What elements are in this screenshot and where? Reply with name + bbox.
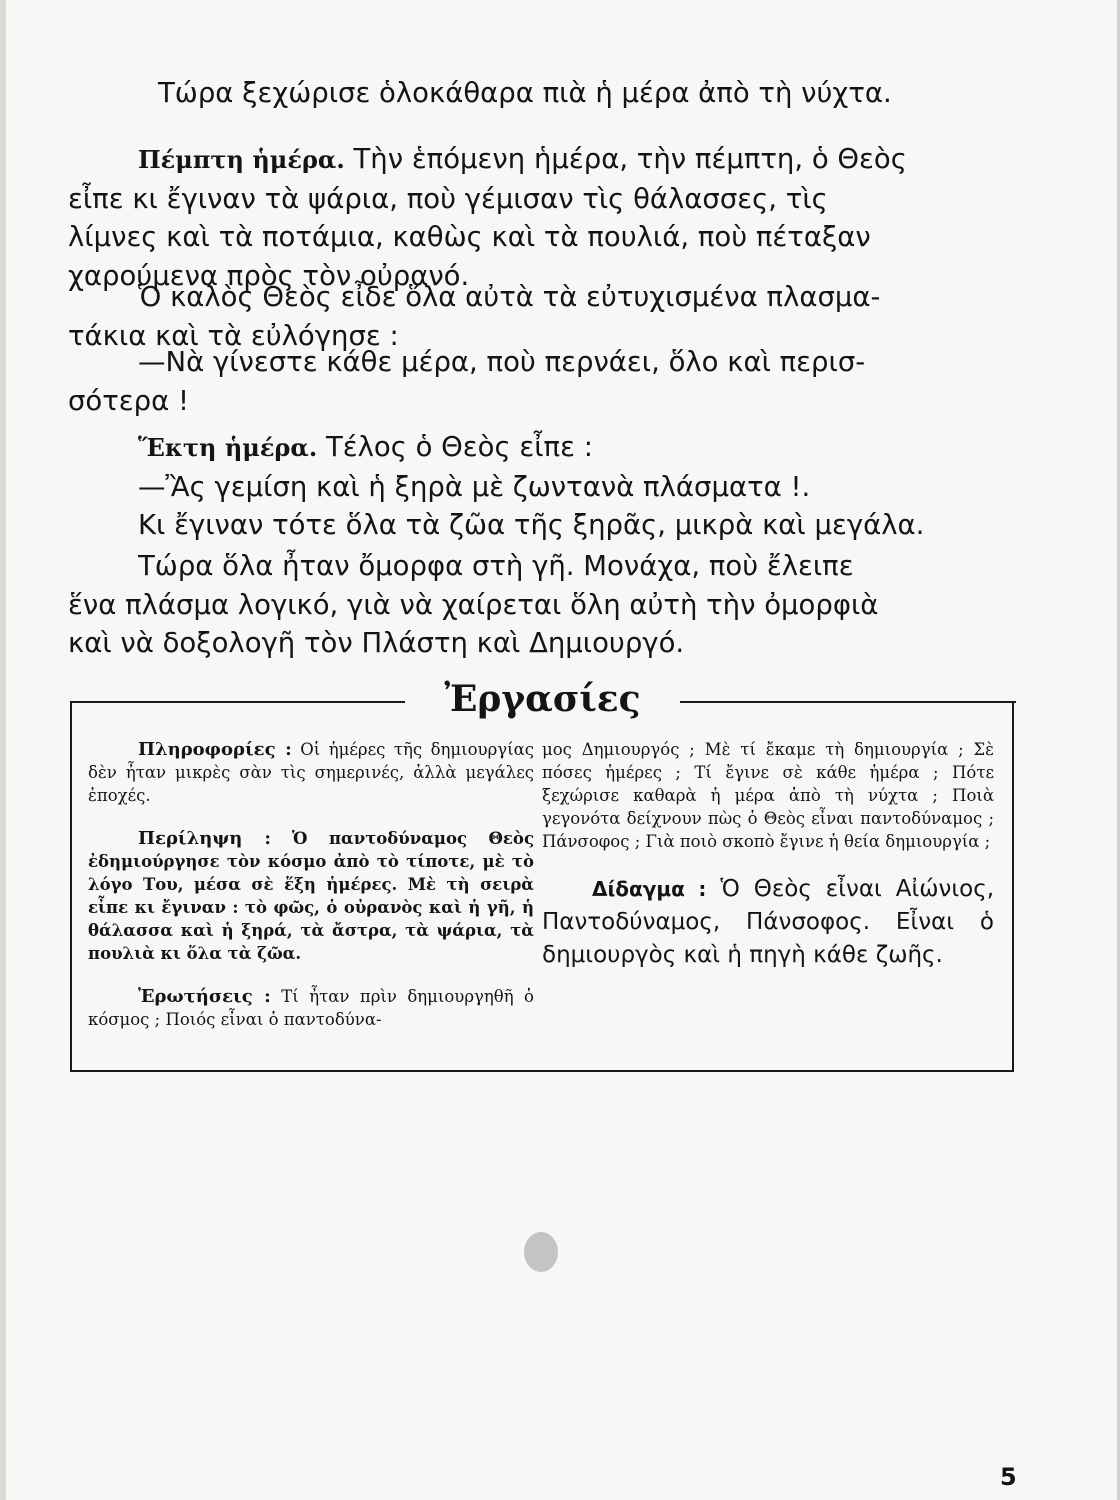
info-label: Πληροφορίες : bbox=[138, 739, 292, 760]
page-number: 5 bbox=[1000, 1463, 1017, 1491]
exercises-heading: Ἐργασίες bbox=[444, 678, 641, 720]
page-edge-shadow bbox=[0, 0, 6, 1500]
closing-line-2: ἕνα πλάσμα λογικό, γιὰ νὰ χαίρεται ὅλη αὐτὴ τὴν ὀμορφιὰ bbox=[68, 588, 879, 621]
day-five-line-3: λίμνες καὶ τὰ ποτάμια, καθὼς καὶ τὰ πουλιά, ποὺ πέταξαν bbox=[68, 221, 871, 253]
day-five-line-4: χαρούμενα πρὸς τὸν οὐρανό. bbox=[68, 259, 470, 292]
day-five-label: Πέμπτη ἡμέρα. bbox=[138, 145, 345, 174]
lesson-label: Δίδαγμα : bbox=[592, 877, 707, 901]
lesson-paragraph bbox=[542, 873, 994, 972]
exercises-right-column bbox=[542, 738, 994, 992]
blessing-quote bbox=[68, 343, 1014, 420]
day-five-paragraph bbox=[68, 140, 1014, 295]
blessing-quote-line-1: —Νὰ γίνεστε κάθε μέρα, ποὺ περνάει, ὅλο καὶ περισ- bbox=[138, 346, 866, 378]
questions-text-left: Τί ἦταν πρὶν δημιουργηθῆ ὁ κόσμος ; Ποιός εἶναι ὁ παντοδύνα- bbox=[88, 987, 534, 1029]
lesson-text: Ὁ Θεὸς εἶναι Αἰώνιος, Παντοδύναμος, Πάνσοφος. Εἶναι ὁ δημιουργὸς καὶ ἡ πηγὴ κάθε ζωῆς. bbox=[542, 876, 994, 968]
exercises-box bbox=[70, 702, 1014, 1072]
day-five-line-1: Πέμπτη ἡμέρα. Τὴν ἑπόμενη ἡμέρα, τὴν πέμπτη, ὁ Θεὸς bbox=[138, 143, 907, 175]
closing-paragraph bbox=[68, 547, 1014, 663]
blessing-line-1: Ὁ καλὸς Θεὸς εἶδε ὅλα αὐτὰ τὰ εὐτυχισμένα πλασμα- bbox=[138, 281, 881, 313]
summary-text: Ὁ παντοδύναμος Θεὸς ἐδημιούργησε τὸν κόσμο ἀπὸ τὸ τίποτε, μὲ τὸ λόγο Του, μέσα σὲ ἕξη ἡμέρες. Μὲ τὴ σειρὰ εἶπε κι ἔγιναν : τὸ φῶς, ὁ οὐρανὸς καὶ ἡ γῆ, ἡ θάλασσα καὶ ἡ ξηρά, τὰ ἄστρα, τὰ ψάρια, τὰ πουλιὰ κι ὅλα τὰ ζῶα. bbox=[88, 829, 534, 963]
opening-line: Τώρα ξεχώρισε ὁλοκάθαρα πιὰ ἡ μέρα ἀπὸ τὴ νύχτα. bbox=[158, 77, 892, 109]
summary-label: Περίληψη : bbox=[138, 828, 272, 849]
blessing-quote-line-2: σότερα ! bbox=[68, 384, 190, 417]
blessing-line-2: τάκια καὶ τὰ εὐλόγησε : bbox=[68, 319, 399, 352]
paper-stain bbox=[524, 1232, 558, 1272]
summary-paragraph bbox=[88, 827, 534, 965]
questions-label: Ἐρωτήσεις : bbox=[138, 986, 271, 1007]
day-six-line-3: Κι ἔγιναν τότε ὅλα τὰ ζῶα τῆς ξηρᾶς, μικρὰ καὶ μεγάλα. bbox=[138, 509, 925, 541]
day-six-label: Ἕκτη ἡμέρα. bbox=[138, 433, 318, 462]
closing-line-3: καὶ νὰ δοξολογῆ τὸν Πλάστη καὶ Δημιουργό. bbox=[68, 627, 685, 659]
questions-continued: μος Δημιουργός ; Μὲ τί ἔκαμε τὴ δημιουργία ; Σὲ πόσες ἡμέρες ; Τί ἔγινε σὲ κάθε ἡμέρα ; Πότε ξεχώρισε καθαρὰ ἡ μέρα ἀπὸ τὴ νύχτα ; Ποιὰ γεγονότα δείχνουν πὼς ὁ Θεὸς εἶναι παντοδύναμος ; Πάνσοφος ; Γιὰ ποιὸ σκοπὸ ἔγινε ἡ θεία δημιουργία ; bbox=[542, 740, 994, 851]
day-six-line-1: Ἕκτη ἡμέρα. Τέλος ὁ Θεὸς εἶπε : bbox=[138, 431, 593, 463]
info-paragraph bbox=[88, 738, 534, 807]
day-five-line-2: εἶπε κι ἔγιναν τὰ ψάρια, ποὺ γέμισαν τὶς θάλασσες, τὶς bbox=[68, 182, 828, 215]
closing-line-1: Τώρα ὅλα ἦταν ὄμορφα στὴ γῆ. Μονάχα, ποὺ ἔλειπε bbox=[138, 550, 854, 582]
info-text: Οἱ ἡμέρες τῆς δημιουργίας δὲν ἦταν μικρὲς σὰν τὶς σημερινές, ἀλλὰ μεγάλες ἐποχές. bbox=[88, 740, 534, 805]
day-six-quote: —Ἂς γεμίση καὶ ἡ ξηρὰ μὲ ζωντανὰ πλάσματα !. bbox=[138, 470, 811, 503]
day-six-paragraph bbox=[68, 428, 1014, 545]
questions-paragraph bbox=[88, 985, 534, 1031]
exercises-left-column bbox=[88, 738, 534, 1051]
